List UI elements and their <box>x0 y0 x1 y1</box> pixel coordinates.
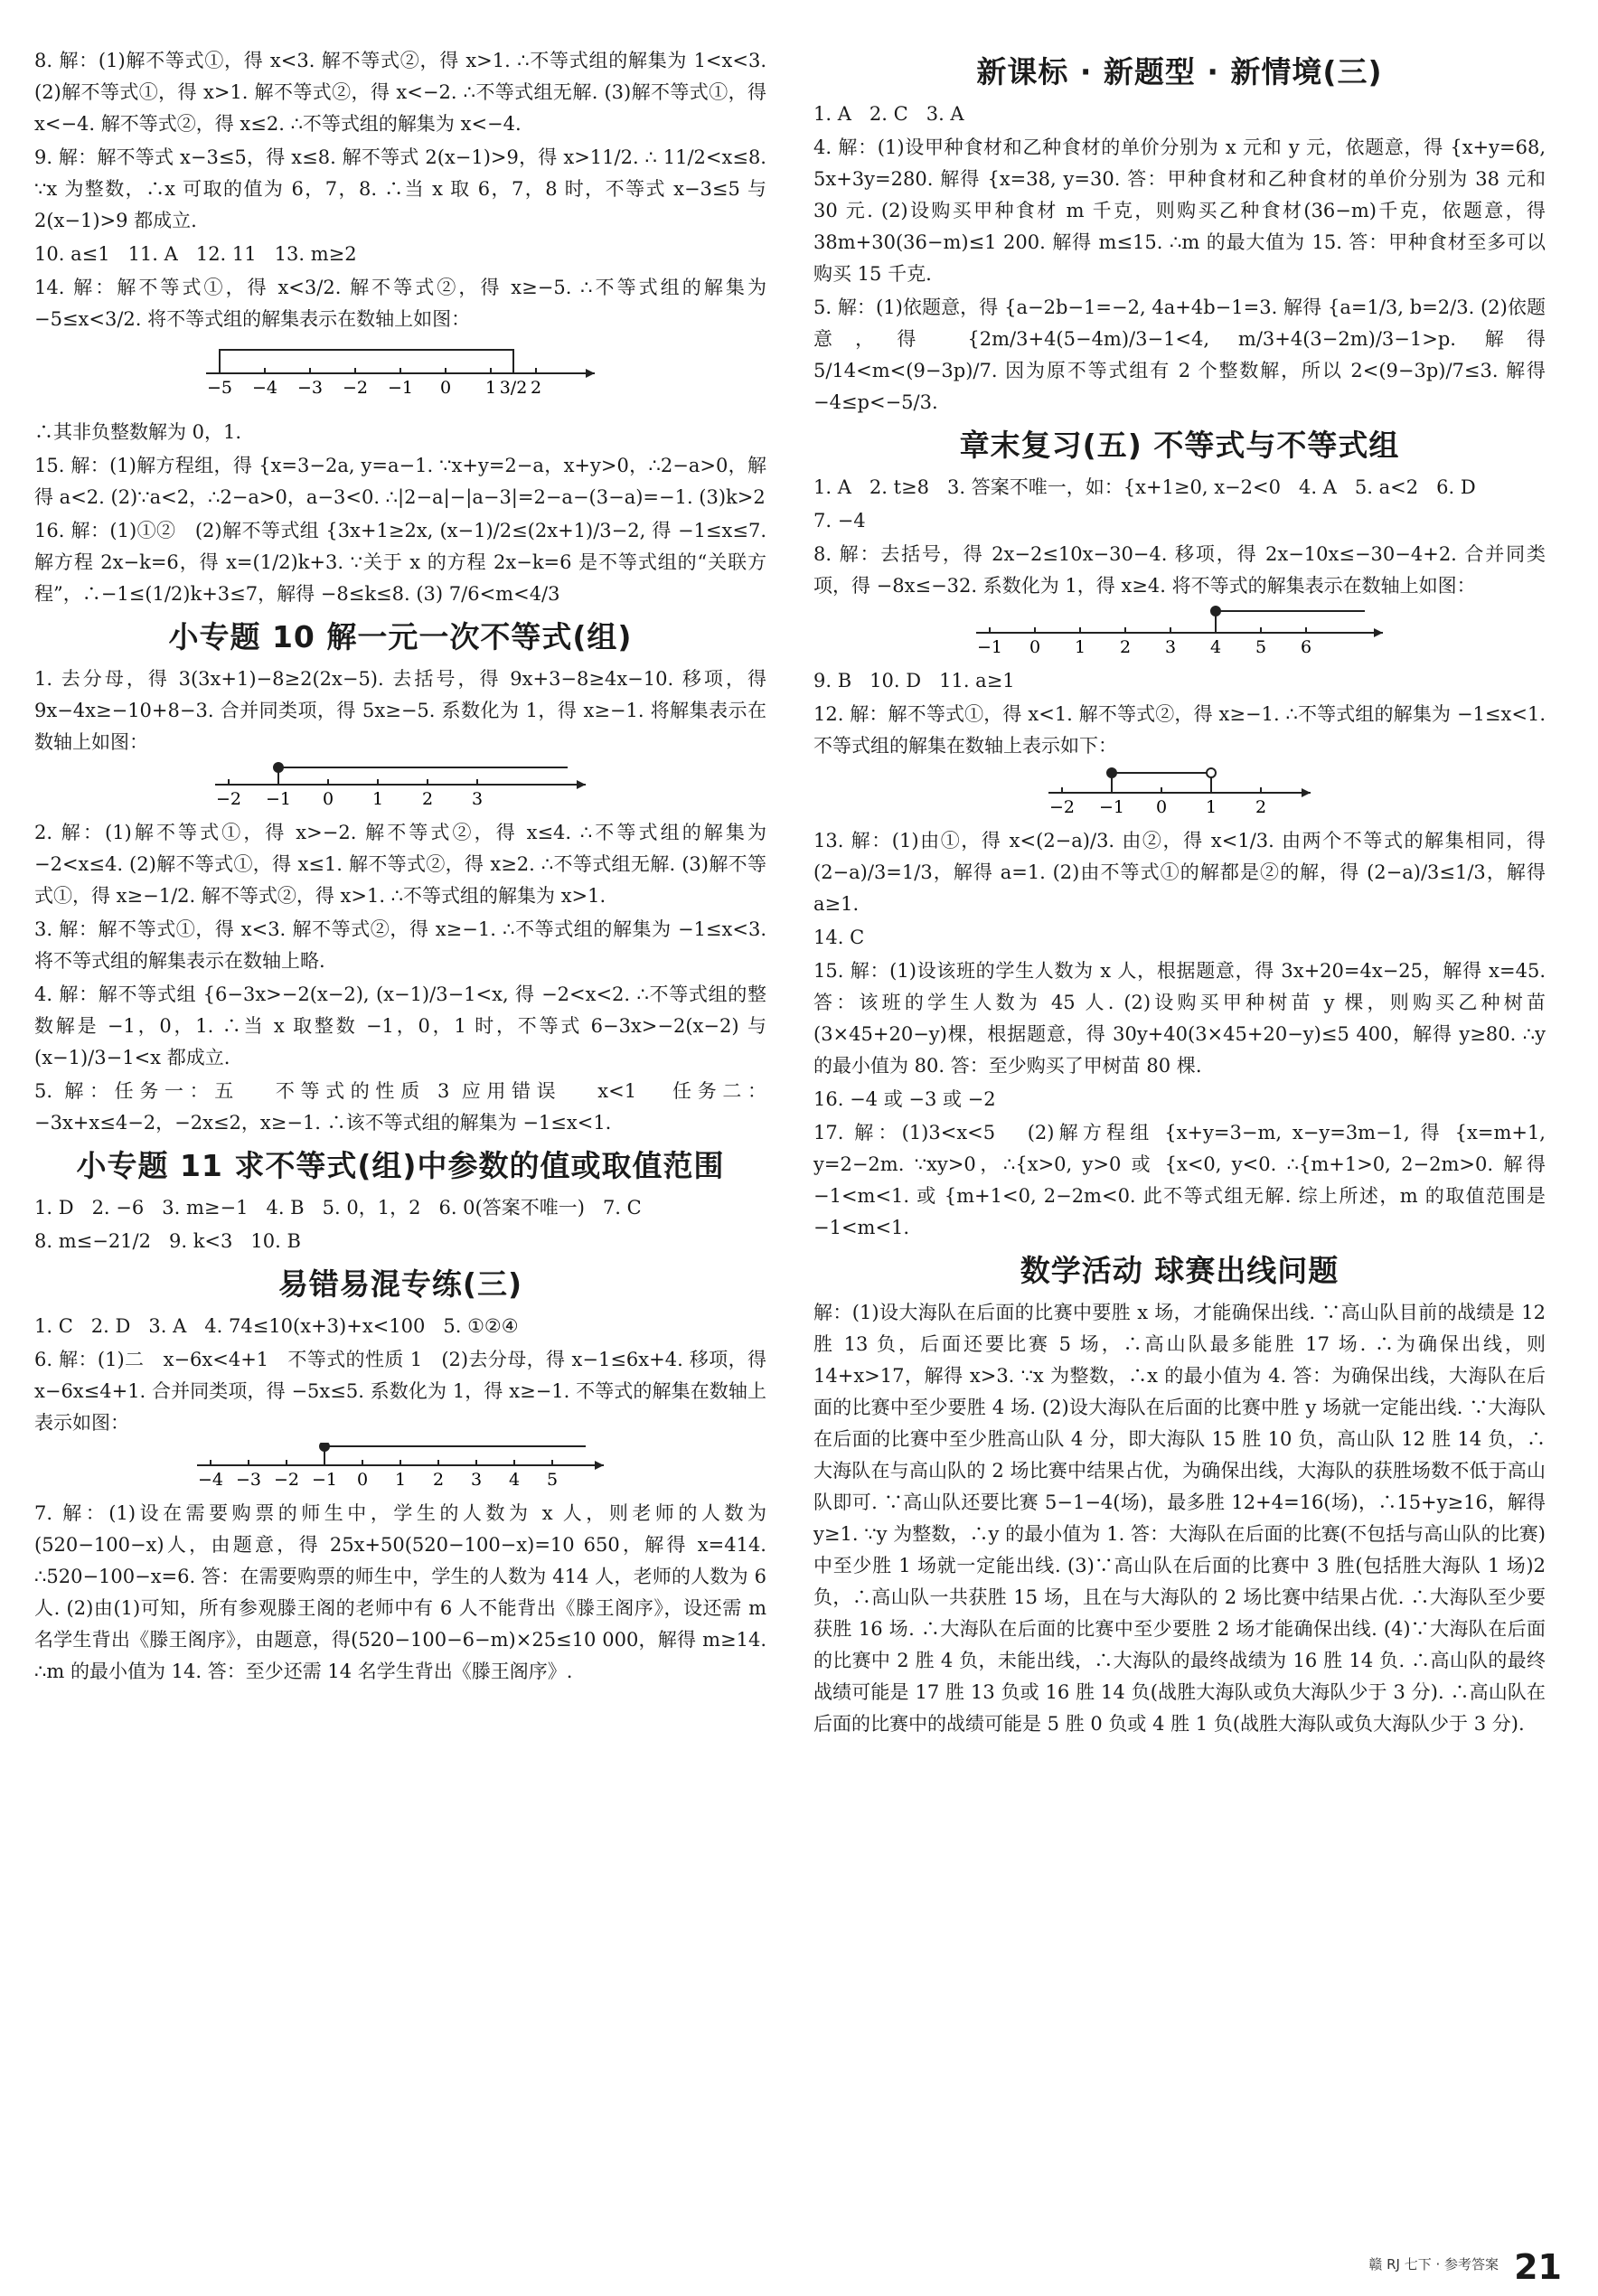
solution-bracket <box>220 350 513 373</box>
endpoint-dot <box>320 1443 329 1451</box>
tick-label: 5 <box>546 1470 559 1490</box>
number-line <box>1044 766 1315 820</box>
left-column <box>34 45 773 1689</box>
tick-label: 1 <box>484 378 497 398</box>
tick-label: 0 <box>322 789 334 809</box>
tick-label: 4 <box>508 1470 521 1490</box>
answer-paragraph: ∴其非负整数解为 0，1. <box>34 421 242 443</box>
endpoint-dot <box>1211 607 1220 616</box>
tick-label: 1 <box>1074 637 1086 657</box>
answer-paragraph: 7. 解：(1)设在需要购票的师生中，学生的人数为 x 人，则老师的人数为(520−100−x)人，由题意，得 25x+50(520−100−x)=10 650，解得 x=414. ∴520−100−x=6. 答：在需要购票的师生中，学生的人数为 414 人，老师的人数为 6 人. (2)由(1)可知，所有参观滕王阁的老师中有 6 人不能背出《滕王阁序》，设还需 m 名学生背出《滕王阁序》，由题意，得(520−100−6−m)×25≤10 000，解得 m≥14. ∴m 的最小值为 14. 答：至少还需 14 名学生背出《滕王阁序》. <box>34 1502 773 1682</box>
answer-paragraph: 9. 解：解不等式 x−3≤5，得 x≤8. 解不等式 2(x−1)>9，得 x>11/2. ∴ 11/2<x≤8. ∵x 为整数，∴x 可取的值为 6，7，8. ∴当 x 取 6，7，8 时，不等式 x−3≤5 与 2(x−1)>9 都成立. <box>34 146 773 231</box>
number-line <box>193 1443 608 1492</box>
tick-label: 2 <box>1119 637 1132 657</box>
endpoint-dot <box>1207 768 1216 777</box>
footer-book-code: 赣 RJ 七下 · 参考答案 <box>1368 2256 1499 2272</box>
tick-label: 0 <box>356 1470 369 1490</box>
answer-paragraph: 17. 解：(1)3<x<5 (2)解方程组 {x+y=3−m, x−y=3m−1, 得 {x=m+1, y=2−2m. ∵xy>0，∴{x>0, y>0 或 {x<0, y<0. ∴{m+1>0, 2−2m>0. 解得 −1<m<1. 或 {m+1<0, 2−2m<0. 此不等式组无解. 综上所述，m 的取值范围是 −1<m<1. <box>813 1122 1552 1238</box>
answer-paragraph: 15. 解：(1)设该班的学生人数为 x 人，根据题意，得 3x+20=4x−25，解得 x=45. 答：该班的学生人数为 45 人. (2)设购买甲种树苗 y 棵，则购买乙种树苗(3×45+20−y)棵，根据题意，得 30y+40(3×45+20−y)≤5 400，解得 y≥80. ∴y 的最小值为 80. 答：至少购买了甲树苗 80 棵. <box>813 960 1552 1077</box>
endpoint-dot <box>1107 768 1116 777</box>
solution-ray <box>278 767 568 785</box>
tick-label: −2 <box>215 789 242 809</box>
left-block-1 <box>34 45 773 335</box>
tick-label: −2 <box>273 1470 300 1490</box>
tick-label: 2 <box>432 1470 445 1490</box>
left-block-2 <box>34 417 773 610</box>
tick-label: 1 <box>371 789 384 809</box>
tick-label: 0 <box>439 378 452 398</box>
answer-paragraph: 1. A 2. t≥8 3. 答案不唯一，如：{x+1≥0, x−2<0 4. A 5. a<2 6. D <box>813 476 1476 498</box>
tick-label: 3 <box>470 1470 483 1490</box>
answer-paragraph: 3. 解：解不等式①，得 x<3. 解不等式②，得 x≥−1. ∴不等式组的解集为 −1≤x<3. 将不等式组的解集表示在数轴上略. <box>34 918 773 972</box>
section-title: 小专题 11 求不等式(组)中参数的值或取值范围 <box>76 1148 725 1183</box>
section-title: 新课标 · 新题型 · 新情境(三) <box>976 54 1383 89</box>
number-line <box>972 606 1387 660</box>
page-number: 21 <box>1514 2247 1562 2287</box>
answer-paragraph: 10. a≤1 11. A 12. 11 13. m≥2 <box>34 243 357 265</box>
axis-arrow <box>577 780 586 789</box>
tick-label: 4 <box>1209 637 1222 657</box>
tick-label: −1 <box>311 1470 338 1490</box>
tick-label: −2 <box>1048 797 1076 817</box>
section-title: 数学活动 球赛出线问题 <box>1020 1253 1340 1288</box>
axis-arrow <box>1302 788 1311 797</box>
answer-paragraph: 13. 解：(1)由①，得 x<(2−a)/3. 由②，得 x<1/3. 由两个不等式的解集相同，得 (2−a)/3=1/3，解得 a=1. (2)由不等式①的解都是②的解，得 (2−a)/3≤1/3，解得 a≥1. <box>813 830 1552 915</box>
tick-label: −1 <box>387 378 414 398</box>
answer-paragraph: 8. 解：去括号，得 2x−2≤10x−30−4. 移项，得 2x−10x≤−30−4+2. 合并同类项，得 −8x≤−32. 系数化为 1，得 x≥4. 将不等式的解集表示在数轴上如图： <box>813 543 1546 597</box>
axis-arrow <box>595 1461 604 1470</box>
tick-label: −2 <box>342 378 369 398</box>
tick-label: −3 <box>235 1470 262 1490</box>
answer-paragraph: 5. 解：任务一：五 不等式的性质 3 应用错误 x<1 任务二：−3x+x≤4−2，−2x≤2，x≥−1. ∴该不等式组的解集为 −1≤x<1. <box>34 1080 766 1134</box>
right-column <box>813 45 1552 1742</box>
tick-label: 3/2 <box>499 378 528 398</box>
solution-ray <box>324 1446 586 1465</box>
tick-label: 2 <box>421 789 434 809</box>
answer-paragraph: 14. C <box>813 927 865 948</box>
answer-paragraph: 1. D 2. −6 3. m≥−1 4. B 5. 0，1，2 6. 0(答案不唯一) 7. C <box>34 1197 642 1219</box>
tick-label: −5 <box>206 378 233 398</box>
section-title: 章末复习(五) 不等式与不等式组 <box>959 428 1400 463</box>
section-title: 易错易混专练(三) <box>277 1266 523 1302</box>
answer-paragraph: 1. 去分母，得 3(3x+1)−8≥2(2x−5). 去括号，得 9x+3−8≥4x−10. 移项，得 9x−4x≥−10+8−3. 合并同类项，得 5x≥−5. 系数化为 1，得 x≥−1. 将解集表示在数轴上如图： <box>34 668 773 753</box>
tick-label: 1 <box>394 1470 407 1490</box>
answer-paragraph: 9. B 10. D 11. a≥1 <box>813 670 1015 692</box>
axis-arrow <box>1374 628 1383 637</box>
tick-label: 5 <box>1255 637 1267 657</box>
answer-paragraph: 解：(1)设大海队在后面的比赛中要胜 x 场，才能确保出线. ∵高山队目前的战绩是 12 胜 13 负，后面还要比赛 5 场，∴高山队最多能胜 17 场. ∴为确保出线，则 14+x>17，解得 x>3. ∵x 为整数，∴x 的最小值为 4. 答：为确保出线，大海队在后面的比赛中至少要胜 4 场. (2)设大海队在后面的比赛中胜 y 场就一定能出线. ∵大海队在后面的比赛中至少胜高山队 4 分，即大海队 15 胜 10 负，高山队 12 胜 14 负，∴大海队在与高山队的 2 场比赛中结果占优，为确保出线，大海队的获胜场数不低于高山队即可. ∵高山队还要比赛 5−1−4(场)，最多胜 12+4=16(场)，∴15+y≥16，解得 y≥1. ∵y 为整数，∴y 的最小值为 1. 答：大海队在后面的比赛(不包括与高山队的比赛)中至少胜 1 场就一定能出线. (3)∵高山队在后面的比赛中 3 胜(包括胜大海队 1 场)2 负，∴高山队一共获胜 15 场，且在与大海队的 2 场比赛中结果占优. ∴大海队至少要获胜 16 场. ∴大海队在后面的比赛中至少要胜 2 场才能确保出线. (4)∵大海队在后面的比赛中 2 胜 4 负，未能出线，∴大海队的最终战绩为 16 胜 14 负. ∴高山队的最终战绩可能是 17 胜 13 负或 16 胜 14 负(战胜大海队或负大海队少于 3 分). ∴高山队在后面的比赛中的战绩可能是 5 胜 0 负或 4 胜 1 负(战胜大海队或负大海队少于 3 分). <box>813 1302 1552 1735</box>
answer-paragraph: 16. 解：(1)①② (2)解不等式组 {3x+1≥2x, (x−1)/2≤(2x+1)/3−2, 得 −1≤x≤7. 解方程 2x−k=6，得 x=(1/2)k+3. ∵关于 x 的方程 2x−k=6 是不等式组的“关联方程”，∴−1≤(1/2)k+3≤7，解得 −8≤k≤8. (3) 7/6<m<4/3 <box>34 520 773 605</box>
answer-paragraph: 16. −4 或 −3 或 −2 <box>813 1088 996 1110</box>
answer-paragraph: 12. 解：解不等式①，得 x<1. 解不等式②，得 x≥−1. ∴不等式组的解集为 −1≤x<1. 不等式组的解集在数轴上表示如下： <box>813 703 1552 757</box>
answer-paragraph: 1. A 2. C 3. A <box>813 103 964 125</box>
tick-label: −4 <box>251 378 278 398</box>
tick-label: −3 <box>296 378 324 398</box>
tick-label: 3 <box>1164 637 1177 657</box>
number-line <box>202 339 599 411</box>
solution-ray <box>1216 611 1365 633</box>
answer-paragraph: 6. 解：(1)二 x−6x<4+1 不等式的性质 1 (2)去分母，得 x−1≤6x+4. 移项，得 x−6x≤4+1. 合并同类项，得 −5x≤5. 系数化为 1，得 x≥−1. 不等式的解集在数轴上表示如图： <box>34 1349 773 1434</box>
tick-label: 0 <box>1029 637 1041 657</box>
endpoint-dot <box>274 763 283 772</box>
tick-label: 1 <box>1205 797 1217 817</box>
tick-label: −1 <box>265 789 292 809</box>
tick-label: 6 <box>1300 637 1312 657</box>
tick-label: 2 <box>530 378 542 398</box>
tick-label: 2 <box>1255 797 1267 817</box>
tick-label: −1 <box>976 637 1003 657</box>
number-line <box>211 762 590 812</box>
section-title: 小专题 10 解一元一次不等式(组) <box>168 619 633 654</box>
tick-label: −4 <box>197 1470 224 1490</box>
tick-label: 3 <box>471 789 484 809</box>
tick-label: −1 <box>1098 797 1125 817</box>
answer-paragraph: 14. 解：解不等式①，得 x<3/2. 解不等式②，得 x≥−5. ∴不等式组的解集为 −5≤x<3/2. 将不等式组的解集表示在数轴上如图： <box>34 277 773 330</box>
axis-arrow <box>586 369 595 378</box>
answer-paragraph: 4. 解：(1)设甲种食材和乙种食材的单价分别为 x 元和 y 元，依题意，得 {x+y=68, 5x+3y=280. 解得 {x=38, y=30. 答：甲种食材和乙种食材的单价分别为 38 元和 30 元. (2)设购买甲种食材 m 千克，则购买乙种食材(36−m)千克，依题意，得 38m+30(36−m)≤1 200. 解得 m≤15. ∴m 的最大值为 15. 答：甲种食材至多可以购买 15 千克. <box>813 136 1552 285</box>
left-block-4 <box>34 817 773 1139</box>
answer-paragraph: 4. 解：解不等式组 {6−3x>−2(x−2), (x−1)/3−1<x, 得 −2<x<2. ∴不等式组的整数解是 −1，0，1. ∴当 x 取整数 −1，0，1 时，不等式 6−3x>−2(x−2) 与 (x−1)/3−1<x 都成立. <box>34 983 773 1068</box>
answer-paragraph: 7. −4 <box>813 510 866 532</box>
answer-paragraph: 8. m≤−21/2 9. k<3 10. B <box>34 1230 301 1252</box>
answer-paragraph: 5. 解：(1)依题意，得 {a−2b−1=−2, 4a+4b−1=3. 解得 {a=1/3, b=2/3. (2)依题意，得 {2m/3+4(5−4m)/3−1<4, m/3+4(3−2m)/3−1>p. 解得 5/14<m<(9−3p)/7. 因为原不等式组有 2 个整数解，所以 2<(9−3p)/7≤3. 解得 −4≤p<−5/3. <box>813 296 1552 413</box>
answer-paragraph: 2. 解：(1)解不等式①，得 x>−2. 解不等式②，得 x≤4. ∴不等式组的解集为 −2<x≤4. (2)解不等式①，得 x≤1. 解不等式②，得 x≥2. ∴不等式组无解. (3)解不等式①，得 x≥−1/2. 解不等式②，得 x>1. ∴不等式组的解集为 x>1. <box>34 822 773 907</box>
answer-paragraph: 15. 解：(1)解方程组，得 {x=3−2a, y=a−1. ∵x+y=2−a，x+y>0，∴2−a>0，解得 a<2. (2)∵a<2，∴2−a>0，a−3<0. ∴|2−a|−|a−3|=2−a−(3−a)=−1. (3)k>2 <box>34 455 766 508</box>
answer-paragraph: 1. C 2. D 3. A 4. 74≤10(x+3)+x<100 5. ①②④ <box>34 1315 519 1337</box>
answer-paragraph: 8. 解：(1)解不等式①，得 x<3. 解不等式②，得 x>1. ∴不等式组的解集为 1<x<3. (2)解不等式①，得 x>1. 解不等式②，得 x<−2. ∴不等式组无解. (3)解不等式①，得 x<−4. 解不等式②，得 x≤2. ∴不等式组的解集为 x<−4. <box>34 50 773 135</box>
tick-label: 0 <box>1155 797 1168 817</box>
